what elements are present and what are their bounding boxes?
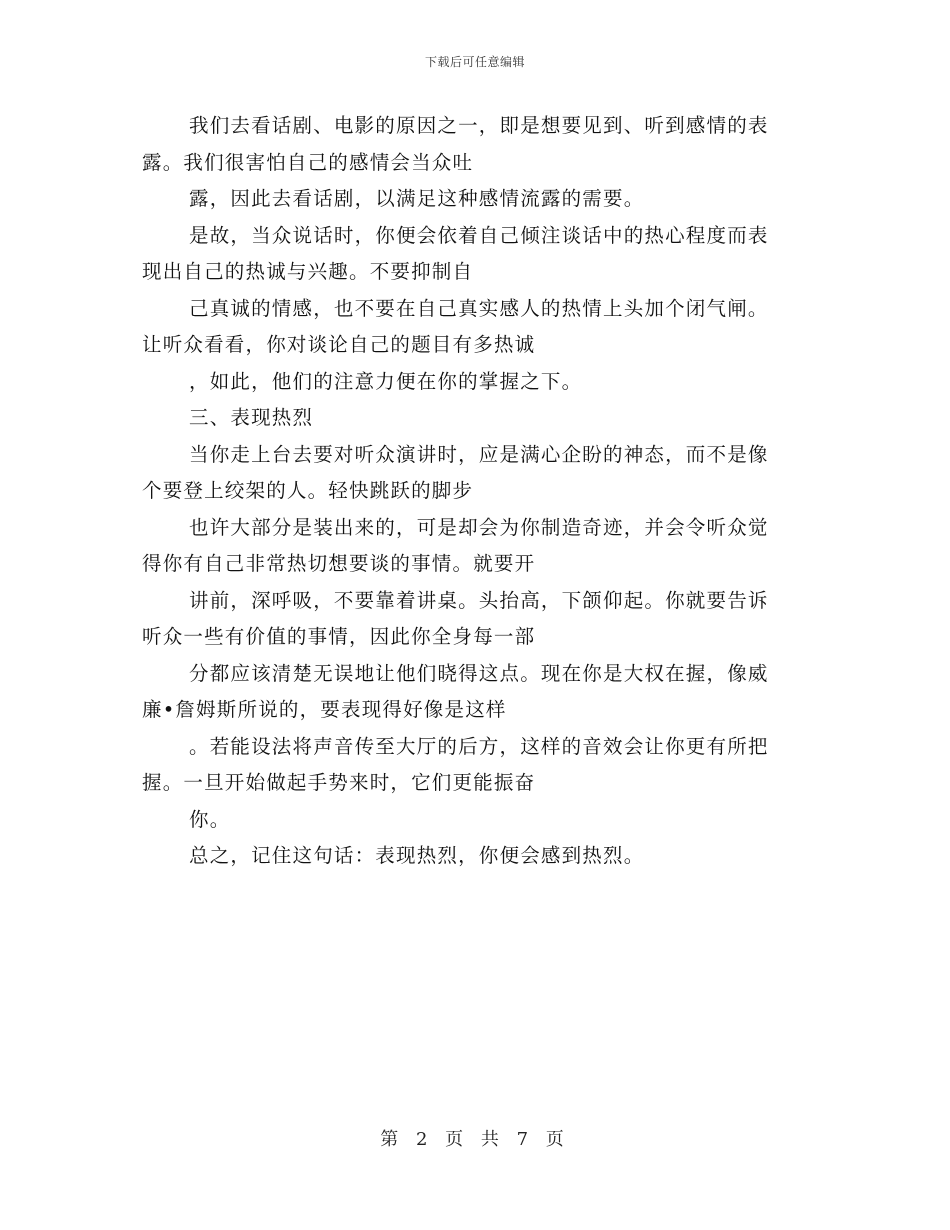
- paragraph-line: 握。一旦开始做起手势来时，它们更能振奋: [142, 771, 536, 794]
- paragraph-line: 己真诚的情感，也不要在自己真实感人的热情上头加个闭气闸。: [189, 296, 769, 320]
- paragraph: [142, 583, 807, 656]
- paragraph: [142, 181, 807, 218]
- paragraph: [142, 656, 807, 729]
- paragraph-line: 现出自己的热诚与兴趣。不要抑制自: [142, 260, 474, 283]
- paragraph-line: 。若能设法将声音传至大厅的后方，这样的音效会让你更有所把: [189, 734, 769, 758]
- paragraph-line: 得你有自己非常热切想要谈的事情。就要开: [142, 552, 536, 575]
- paragraph: [142, 729, 807, 802]
- paragraph-line: 个要登上绞架的人。轻快跳跃的脚步: [142, 479, 474, 502]
- paragraph: [142, 838, 807, 875]
- paragraph-line: 廉•詹姆斯所说的，要表现得好像是这样: [142, 698, 507, 721]
- paragraph-line: 让听众看看，你对谈论自己的题目有多热诚: [142, 333, 536, 356]
- paragraph: [142, 218, 807, 291]
- paragraph-line: 露，因此去看话剧，以满足这种感情流露的需要。: [189, 187, 645, 210]
- paragraph: [142, 108, 807, 181]
- paragraph-line: ，如此，他们的注意力便在你的掌握之下。: [189, 369, 583, 393]
- paragraph-line: 听众一些有价值的事情，因此你全身每一部: [142, 625, 536, 648]
- paragraph-line: 当你走上台去要对听众演讲时，应是满心企盼的神态，而不是像: [189, 442, 769, 466]
- section-heading-text: 三、表现热烈: [189, 406, 314, 429]
- paragraph: [142, 802, 807, 839]
- paragraph: [142, 437, 807, 510]
- paragraph-line: 是故，当众说话时，你便会依着自己倾注谈话中的热心程度而表: [189, 223, 769, 247]
- paragraph: [142, 291, 807, 364]
- document-body: [142, 108, 807, 875]
- page-header: 下载后可任意编辑: [424, 55, 525, 69]
- paragraph-line: 总之，记住这句话：表现热烈，你便会感到热烈。: [189, 844, 645, 867]
- paragraph: [142, 364, 807, 401]
- paragraph-line: 你。: [189, 807, 231, 831]
- section-heading: [142, 400, 807, 437]
- paragraph-line: 分都应该清楚无误地让他们晓得这点。现在你是大权在握，像威: [189, 661, 769, 685]
- paragraph-line: 我们去看话剧、电影的原因之一，即是想要见到、听到感情的表: [189, 114, 769, 137]
- page-number-footer: 第 2 页 共 7 页: [380, 1129, 570, 1150]
- paragraph-line: 露。我们很害怕自己的感情会当众吐: [142, 150, 474, 174]
- paragraph: [142, 510, 807, 583]
- paragraph-line: 讲前，深呼吸，不要靠着讲桌。头抬高，下颌仰起。你就要告诉: [189, 588, 769, 612]
- paragraph-line: 也许大部分是装出来的，可是却会为你制造奇迹，并会令听众觉: [189, 515, 769, 539]
